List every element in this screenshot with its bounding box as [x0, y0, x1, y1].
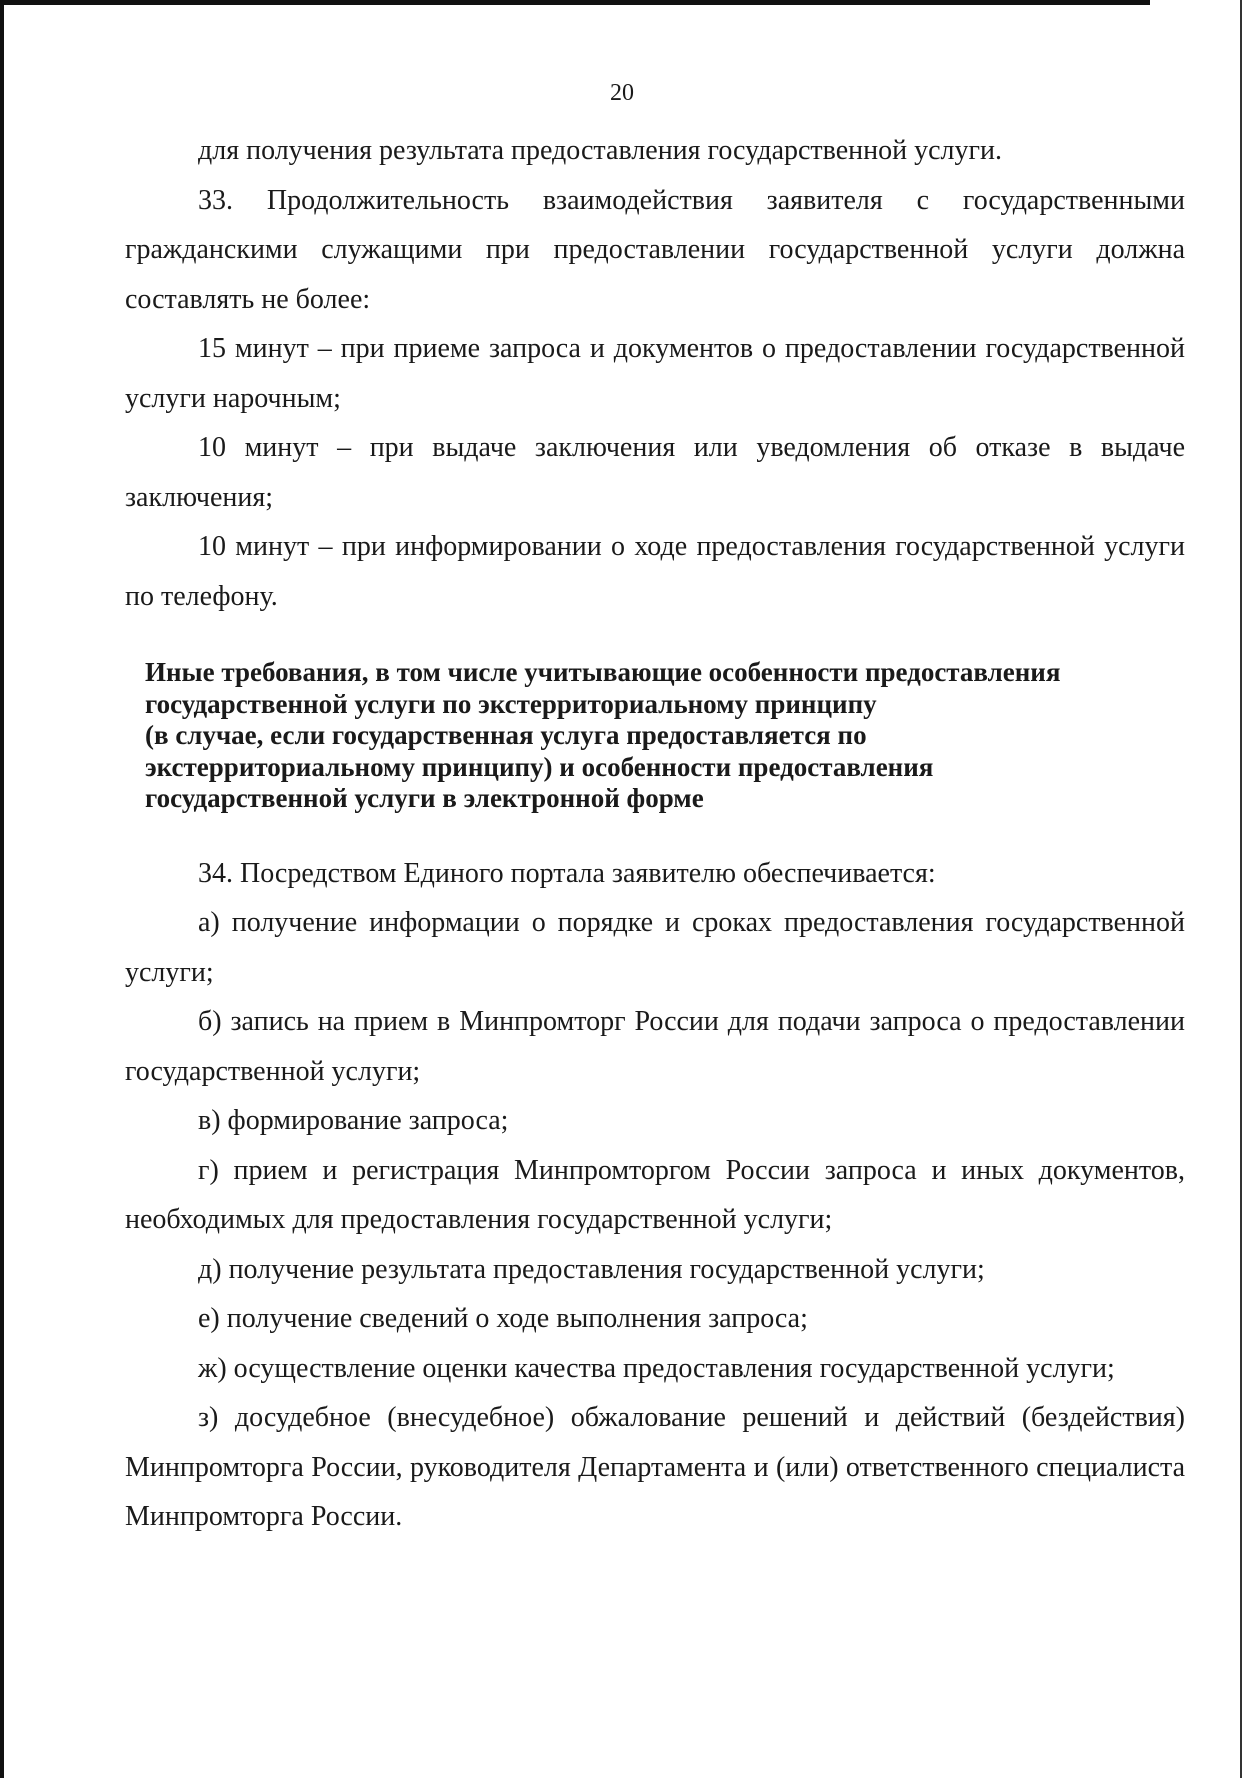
list-item: е) получение сведений о ходе выполнения запроса; [198, 1303, 808, 1334]
document-body [125, 126, 1185, 1542]
list-item: д) получение результата предоставления государственной услуги; [198, 1253, 985, 1285]
paragraph-item-34: 34. Посредством Единого портала заявителю обеспечивается: [198, 857, 936, 889]
heading-line: Иные требования, в том числе учитывающие особенности предоставления [145, 657, 1061, 687]
list-item: ж) осуществление оценки качества предоставления государственной услуги; [198, 1352, 1115, 1384]
heading-line: государственной услуги в электронной форме [145, 783, 704, 813]
heading-line: экстерриториальному принципу) и особенности предоставления [145, 751, 934, 782]
section-heading [145, 657, 1165, 815]
page-number: 20 [610, 80, 634, 106]
paragraph-item-33: 33. Продолжительность взаимодействия заявителя с государственными гражданскими служащими при предоставлении государственной услуги должна составлять не более: [125, 184, 1185, 315]
scan-edge-right [1240, 0, 1242, 1778]
list-item: г) прием и регистрация Минпромторгом России запроса и иных документов, необходимых для предоставления государственной услуги; [125, 1154, 1185, 1235]
paragraph: 10 минут – при информировании о ходе предоставления государственной услуги по телефону. [125, 531, 1185, 612]
heading-line: государственной услуги по экстерриториальному принципу [145, 688, 877, 719]
paragraph: 10 минут – при выдаче заключения или уведомления об отказе в выдаче заключения; [125, 432, 1185, 513]
heading-line: (в случае, если государственная услуга предоставляется по [145, 720, 867, 750]
scan-edge-top [0, 0, 1150, 5]
list-item: б) запись на прием в Минпромторг России для подачи запроса о предоставлении государственной услуги; [125, 1006, 1185, 1087]
scan-edge-left [0, 0, 4, 1778]
list-item: в) формирование запроса; [198, 1105, 509, 1136]
list-item: а) получение информации о порядке и сроках предоставления государственной услуги; [125, 907, 1185, 988]
paragraph: 15 минут – при приеме запроса и документов о предоставлении государственной услуги нарочным; [125, 333, 1185, 414]
list-item: з) досудебное (внесудебное) обжалование решений и действий (бездействия) Минпромторга России, руководителя Департамента и (или) ответственного специалиста Минпромторга России. [125, 1402, 1185, 1532]
paragraph: для получения результата предоставления государственной услуги. [198, 135, 1002, 166]
